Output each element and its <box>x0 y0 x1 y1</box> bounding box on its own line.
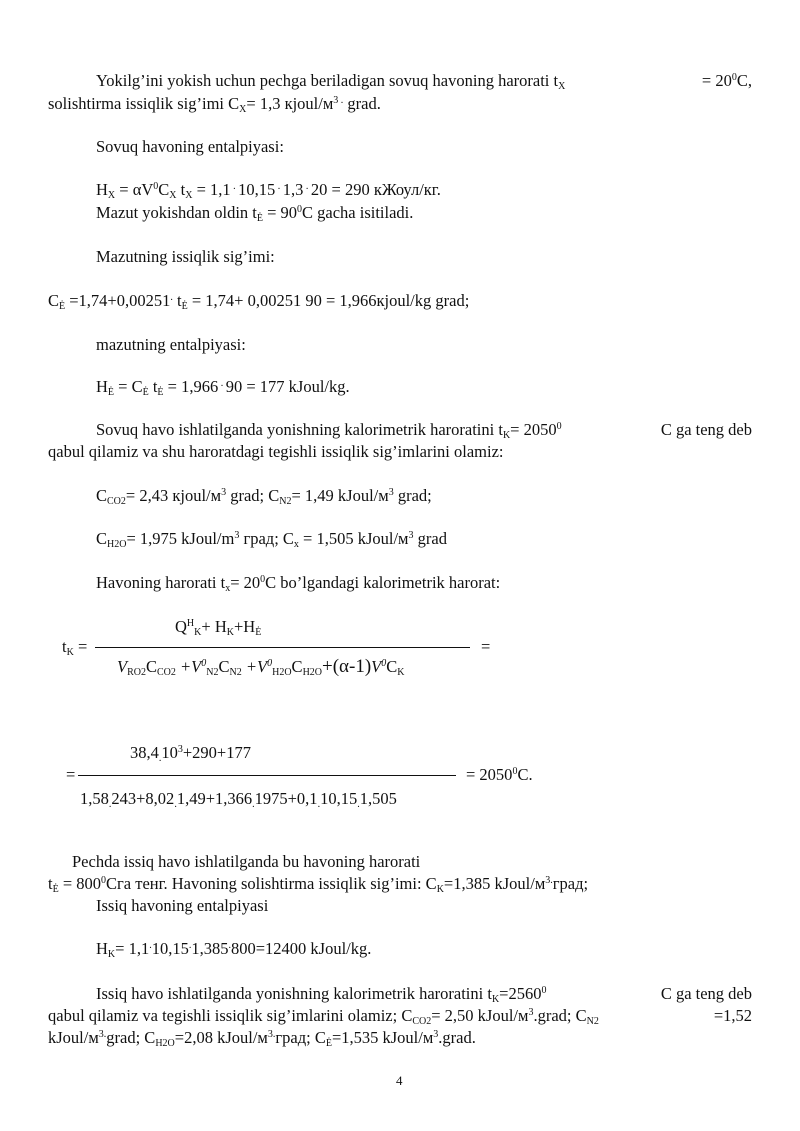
sub: H2O <box>155 1038 175 1049</box>
text-span: 1975+0,1 <box>254 789 318 808</box>
text-span: t <box>172 291 182 310</box>
ce-formula <box>48 290 469 312</box>
sub: N2 <box>279 496 292 507</box>
text-span: t <box>62 637 67 656</box>
sup: 3. <box>98 1029 107 1040</box>
sup: 0 <box>153 181 159 192</box>
para3-line2-left <box>48 1005 599 1027</box>
sup: 3 <box>234 530 240 541</box>
text-span: .grad. <box>438 1028 476 1047</box>
sub: Ė <box>255 627 262 638</box>
text-span: Issiq havo ishlatilganda yonishning kalorimetrik haroratini t <box>96 984 492 1003</box>
text-span: = 2050 <box>466 765 513 784</box>
text-span: =1,74+0,00251 <box>65 291 171 310</box>
sup: 3. <box>267 1029 276 1040</box>
text-span: t <box>176 180 186 199</box>
formula2-denominator <box>80 788 397 810</box>
text-span: grad. <box>343 94 381 113</box>
sub: K <box>66 647 74 658</box>
sup: 3 <box>177 744 183 755</box>
text-span: C <box>96 486 108 505</box>
sup: 0 <box>541 985 547 996</box>
sub: X <box>169 190 177 201</box>
sup: 0 <box>260 574 266 585</box>
text-span: t <box>48 874 53 893</box>
text-span: C <box>48 291 60 310</box>
hk-formula <box>96 938 371 960</box>
para3-line1-left <box>96 983 546 1005</box>
formula2-fraction-bar <box>78 775 456 776</box>
text-span: = 2050 <box>510 420 557 439</box>
text-span: = 1,3 кjoul/м <box>246 94 334 113</box>
text-span: C. <box>517 765 533 784</box>
hx-formula <box>96 179 441 201</box>
para1-line1 <box>96 70 752 92</box>
sub: H2O <box>107 539 127 550</box>
pech-line2 <box>48 873 588 895</box>
text-span: +(α-1) <box>322 656 372 677</box>
para2-line1-right: C ga teng deb <box>660 420 752 439</box>
sup: 3 <box>388 487 394 498</box>
sub: x <box>293 539 299 550</box>
sub: K <box>397 667 405 678</box>
text-span: H <box>96 180 108 199</box>
sup: . <box>149 940 152 951</box>
text-span: = 800 <box>58 874 102 893</box>
sub: CO2 <box>107 496 126 507</box>
text-span: +V <box>175 657 202 676</box>
text-span: .grad; C <box>533 1006 587 1025</box>
para3-line2-right: =1,52 <box>713 1006 752 1025</box>
sup: . <box>230 181 239 192</box>
para2-line2: qabul qilamiz va shu haroratdagi tegishli issiqlik sig’imlarini olamiz: <box>48 442 504 461</box>
text-span: t <box>148 377 158 396</box>
text-span: C <box>291 657 303 676</box>
para1-line1-value <box>702 70 752 92</box>
text-span: +V <box>241 657 268 676</box>
text-span: Mazut yokishdan oldin t <box>96 203 257 222</box>
sub: N2 <box>586 1016 599 1027</box>
sub: . <box>252 799 255 810</box>
sup: H <box>186 618 195 629</box>
text-span: = 20 <box>701 71 732 90</box>
cap-line1 <box>96 485 432 507</box>
mazut-cap-heading: Mazutning issiqlik sig’imi: <box>96 247 275 266</box>
he-formula <box>96 376 350 398</box>
text-span: град; <box>552 874 589 893</box>
sup: 3. <box>545 875 553 886</box>
text-span: C gacha isitiladi. <box>302 203 414 222</box>
sub: Ė <box>325 1038 332 1049</box>
text-span: = <box>73 637 88 656</box>
text-span: grad <box>413 529 447 548</box>
sub: . <box>357 799 360 810</box>
text-span: 90 = 177 kJoul/kg. <box>225 377 350 396</box>
text-span: Havoning harorati t <box>96 573 226 592</box>
text-span: = 20 <box>230 573 261 592</box>
text-span: 10,15 <box>238 180 276 199</box>
sub: K <box>502 430 511 441</box>
sub: X <box>558 81 566 92</box>
text-span: 10 <box>161 743 178 762</box>
sub: H2O <box>302 667 323 678</box>
text-span: 1,58 <box>80 789 109 808</box>
text-span: = 2,50 kJoul/м <box>431 1006 529 1025</box>
text-span: grad; C <box>106 1028 156 1047</box>
sub: CO2 <box>157 667 176 678</box>
page-number: 4 <box>396 1073 403 1088</box>
text-span: 800=12400 kJoul/kg. <box>230 939 372 958</box>
text-span: C <box>146 657 158 676</box>
text-span: +290+177 <box>182 743 251 762</box>
text-span: C, <box>736 71 752 90</box>
sub: K <box>436 884 444 895</box>
sup: 3 <box>433 1029 439 1040</box>
text-span: = 90 <box>262 203 298 222</box>
text-span: = 1,49 kJoul/м <box>291 486 389 505</box>
sub: Ė <box>107 387 115 398</box>
text-span: H <box>96 939 108 958</box>
text-span: grad; C <box>226 486 280 505</box>
text-span: V <box>117 657 128 676</box>
sup: 0 <box>381 658 387 669</box>
para3-line2 <box>48 1005 752 1027</box>
text-span: C <box>96 529 108 548</box>
sup: 0 <box>297 204 303 215</box>
sup: 0 <box>201 658 207 669</box>
sub: N2 <box>206 667 219 678</box>
formula1-lhs <box>62 636 87 658</box>
text-span: = 1,966 <box>163 377 219 396</box>
text-span: 1,385 <box>191 939 229 958</box>
pech-line1: Pechda issiq havo ishlatilganda bu havoning harorati <box>72 852 421 871</box>
sub: . <box>108 799 112 810</box>
issiq-heading: Issiq havoning entalpiyasi <box>96 896 269 915</box>
sub: X <box>107 190 116 201</box>
text-span: Sovuq havo ishlatilganda yonishning kalorimetrik haroratini t <box>96 420 503 439</box>
sub: Ė <box>157 387 164 398</box>
formula1-numerator <box>175 616 261 638</box>
para3-line3 <box>48 1027 476 1049</box>
text-span: + H <box>201 617 227 636</box>
sup: 0 <box>512 766 518 777</box>
text-span: grad; <box>393 486 432 505</box>
sub: Ė <box>59 301 66 312</box>
text-span: Cга тенг. Havoning solishtirma issiqlik sig’imi: C <box>106 874 437 893</box>
text-span: град; C <box>239 529 294 548</box>
sub: X <box>185 190 193 201</box>
para2-line1 <box>96 419 752 441</box>
text-span: = 1,505 kJoul/м <box>298 529 409 548</box>
text-span: 20 = 290 кЖоул/кг. <box>310 180 441 199</box>
text-span: =1,385 kJoul/м <box>443 874 546 893</box>
para3-line1-right: C ga teng deb <box>660 984 752 1003</box>
para2-line1-left <box>96 419 562 441</box>
mazut-ent-heading: mazutning entalpiyasi: <box>96 335 246 354</box>
sup: . <box>228 940 231 951</box>
sub: Ė <box>142 387 149 398</box>
cap-line2 <box>96 528 447 550</box>
sup: . <box>218 378 226 389</box>
sub: N2 <box>229 667 242 678</box>
text-span: 1,3 <box>282 180 304 199</box>
sub: CO2 <box>412 1016 432 1027</box>
sub: x <box>225 583 231 594</box>
text-span: kJoul/м <box>48 1028 99 1047</box>
text-span: C <box>158 180 170 199</box>
formula2-rhs <box>466 764 533 786</box>
formula1-denominator <box>117 656 405 678</box>
text-span: = 1,1 <box>115 939 150 958</box>
sub: Ė <box>181 301 188 312</box>
text-span: =2,08 kJoul/м <box>174 1028 268 1047</box>
mazut-heat-line <box>96 202 413 224</box>
text-span: +H <box>233 617 256 636</box>
sub: Ė <box>52 884 59 895</box>
formula1-rhs-eq: = <box>481 637 491 656</box>
sup: 0 <box>556 421 562 432</box>
sup: . <box>275 181 283 192</box>
sup: . <box>170 292 173 303</box>
formula1-fraction-bar <box>95 647 470 648</box>
sup: 0 <box>101 875 107 886</box>
sub: K <box>226 627 234 638</box>
para1-line2 <box>48 93 381 115</box>
sub: Ė <box>256 213 263 224</box>
text-span: = 1,74+ 0,00251 90 = 1,966кjoul/kg grad; <box>187 291 470 310</box>
sub: K <box>491 994 500 1005</box>
sub: K <box>194 627 202 638</box>
text-span: H <box>96 377 108 396</box>
text-span: C <box>386 657 398 676</box>
para3-line1 <box>96 983 752 1005</box>
sup: 3 <box>221 487 227 498</box>
formula2-lhs-eq: = <box>66 765 76 784</box>
text-span: qabul qilamiz va tegishli issiqlik sig’imlarini olamiz; C <box>48 1006 413 1025</box>
sub: X <box>239 104 247 115</box>
sub: . <box>174 799 177 810</box>
text-span: = 1,975 kJoul/m <box>126 529 235 548</box>
sup: 3 <box>408 530 414 541</box>
sub: . <box>317 799 321 810</box>
havo20-line <box>96 572 500 594</box>
text-span: =1,535 kJoul/м <box>331 1028 434 1047</box>
sup: 3 <box>528 1007 534 1018</box>
text-span: Q <box>175 617 187 636</box>
text-span: = 1,1 <box>192 180 231 199</box>
text-span: 10,15 <box>320 789 358 808</box>
sub: . <box>158 753 162 764</box>
text-span: 10,15 <box>151 939 189 958</box>
sup: . <box>188 940 192 951</box>
sup: 3 . <box>333 95 344 106</box>
text-span: 243+8,02 <box>111 789 175 808</box>
text-span: Yokilg’ini yokish uchun pechga beriladigan sovuq havoning harorati t <box>96 71 559 90</box>
text-span: C bo’lgandagi kalorimetrik harorat: <box>265 573 501 592</box>
text-span: 38,4 <box>130 743 159 762</box>
sub: K <box>107 949 116 960</box>
text-span: = αV <box>115 180 154 199</box>
sub: RO2 <box>127 667 146 678</box>
text-span: 1,49+1,366 <box>176 789 253 808</box>
text-span: solishtirma issiqlik sig’imi C <box>48 94 240 113</box>
para1-line1-text <box>96 70 565 92</box>
sup: 0 <box>731 72 737 83</box>
text-span: = 2,43 кjoul/м <box>125 486 222 505</box>
text-span: V <box>371 657 382 676</box>
sovuq-heading: Sovuq havoning entalpiyasi: <box>96 137 284 156</box>
formula2-numerator <box>130 742 251 764</box>
text-span: C <box>218 657 230 676</box>
sup: . <box>303 181 311 192</box>
sub: H2O <box>272 667 292 678</box>
text-span: = C <box>114 377 143 396</box>
text-span: =2560 <box>499 984 542 1003</box>
text-span: град; C <box>275 1028 326 1047</box>
text-span: 1,505 <box>359 789 397 808</box>
sup: 0 <box>267 658 273 669</box>
